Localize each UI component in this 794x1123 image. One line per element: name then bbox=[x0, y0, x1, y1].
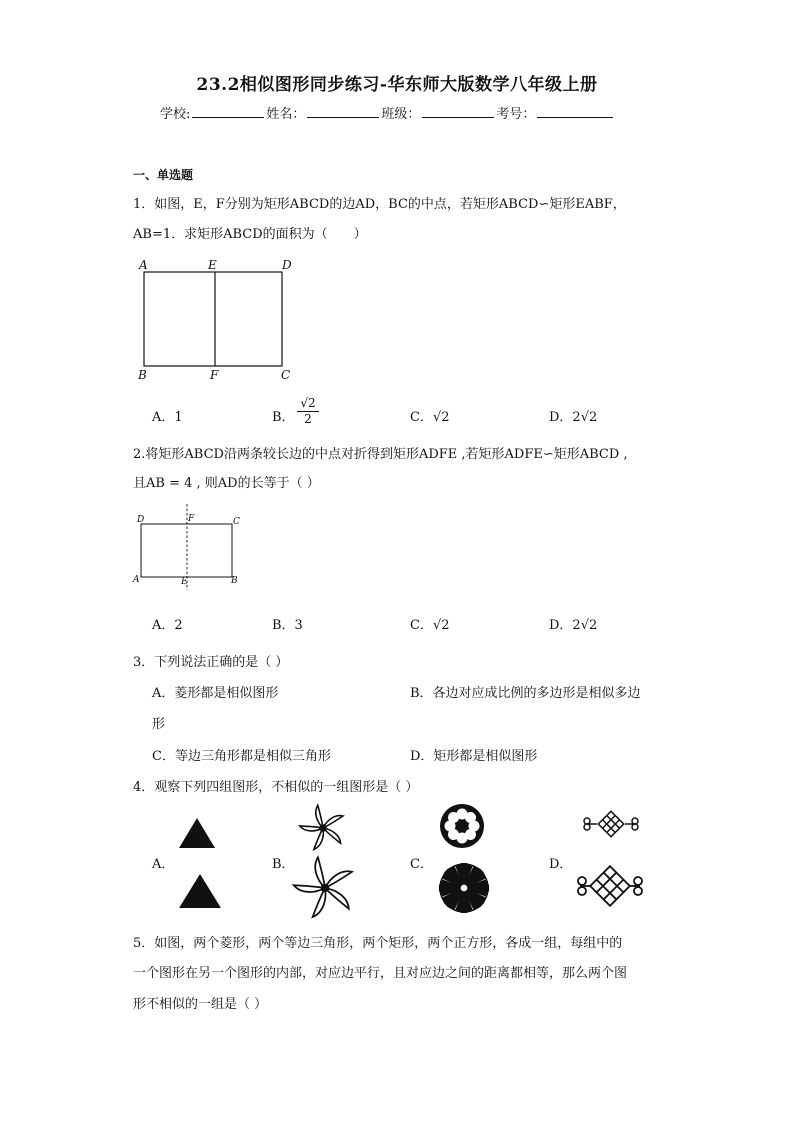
q3-option-b-continued: 形 bbox=[152, 717, 166, 732]
q1-label-c: C bbox=[281, 368, 291, 382]
q1-label-b: B bbox=[138, 368, 147, 382]
q2-label-b: B bbox=[231, 576, 238, 586]
q2-label-f: F bbox=[188, 514, 195, 524]
section-heading: 一、单选题 bbox=[133, 168, 194, 182]
q4-stem: 4．观察下列四组图形，不相似的一组图形是（ ） bbox=[133, 780, 419, 795]
exam-no-label: 考号： bbox=[496, 107, 536, 122]
q1-option-c[interactable]: C．√2 bbox=[410, 410, 450, 425]
q3-option-c[interactable]: C．等边三角形都是相似三角形 bbox=[152, 749, 331, 764]
q2-option-a[interactable]: A．2 bbox=[152, 618, 183, 633]
school-label: 学校: bbox=[160, 107, 191, 122]
name-label: 姓名： bbox=[266, 107, 306, 122]
page-title: 23.2相似图形同步练习-华东师大版数学八年级上册 bbox=[196, 75, 598, 95]
q2-label-a: A bbox=[133, 575, 140, 585]
q5-stem-line3: 形不相似的一组是（ ） bbox=[133, 997, 268, 1012]
q1-label-a: A bbox=[139, 258, 148, 272]
q4-option-c[interactable]: C． bbox=[410, 857, 433, 872]
q2-label-e: E bbox=[181, 577, 188, 587]
q1-option-b-numerator: √2 bbox=[297, 396, 319, 412]
q1-label-e: E bbox=[208, 258, 217, 272]
q1-stem-line1: 1．如图，E，F分别为矩形ABCD的边AD，BC的中点，若矩形ABCD∽矩形EABF， bbox=[133, 197, 626, 212]
q3-stem: 3．下列说法正确的是（ ） bbox=[133, 655, 289, 670]
q2-option-c[interactable]: C．√2 bbox=[410, 618, 450, 633]
q1-option-a[interactable]: A．1 bbox=[152, 410, 183, 425]
q1-option-b-letter: B． bbox=[272, 410, 295, 425]
q1-option-b-denominator: 2 bbox=[304, 412, 312, 426]
q3-option-b[interactable]: B．各边对应成比例的多边形是相似多边 bbox=[410, 686, 641, 701]
q4-option-b[interactable]: B． bbox=[272, 857, 295, 872]
q5-stem-line2: 一个图形在另一个图形的内部，对应边平行，且对应边之间的距离都相等，那么两个图 bbox=[133, 966, 628, 981]
q1-label-f: F bbox=[210, 368, 219, 382]
q3-option-a[interactable]: A．菱形都是相似图形 bbox=[152, 686, 279, 701]
q2-label-c: C bbox=[233, 517, 240, 527]
q4-option-d[interactable]: D． bbox=[549, 857, 573, 872]
q3-option-d[interactable]: D．矩形都是相似图形 bbox=[410, 749, 538, 764]
q2-option-d[interactable]: D．2√2 bbox=[549, 618, 598, 633]
q2-stem-line2: 且AB = 4 , 则AD的长等于（ ） bbox=[133, 476, 320, 491]
q4-option-a[interactable]: A． bbox=[152, 857, 175, 872]
q1-label-d: D bbox=[282, 258, 292, 272]
q2-option-b[interactable]: B．3 bbox=[272, 618, 303, 633]
q5-stem-line1: 5．如图，两个菱形，两个等边三角形，两个矩形，两个正方形，各成一组，每组中的 bbox=[133, 936, 623, 951]
class-label: 班级： bbox=[381, 107, 421, 122]
q1-option-d[interactable]: D．2√2 bbox=[549, 410, 598, 425]
q2-stem-line1: 2.将矩形ABCD沿两条较长边的中点对折得到矩形ADFE ,若矩形ADFE∽矩形ABCD , bbox=[133, 447, 628, 462]
q2-label-d: D bbox=[137, 515, 145, 525]
q1-stem-line2: AB=1．求矩形ABCD的面积为（ ） bbox=[133, 227, 367, 242]
